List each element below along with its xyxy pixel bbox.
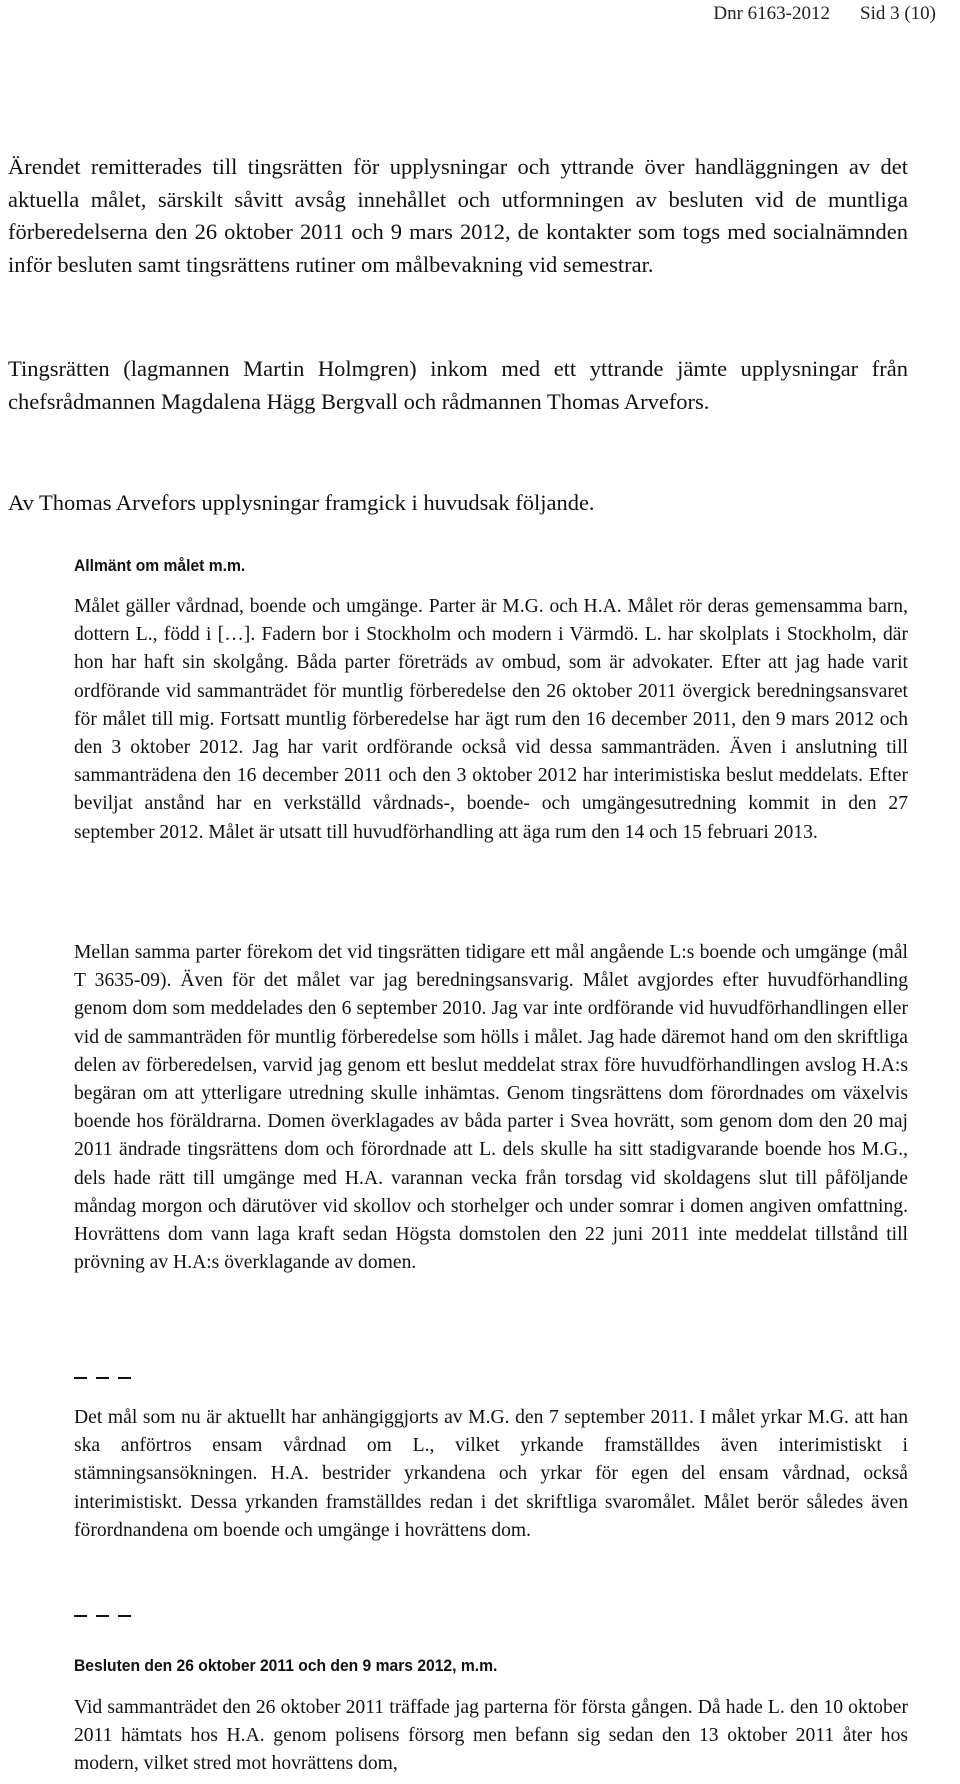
intro-paragraph-1: Ärendet remitterades till tingsrätten för upplysningar och yttrande över handläggningen av det aktuella målet, särskilt såvitt avsåg innehållet och utformningen av besluten vid de muntliga förberedelserna den 26 oktober 2011 och 9 mars 2012, de kontakter som togs med socialnämnden inför besluten samt tingsrättens rutiner om målbevakning vid semestrar. <box>8 154 908 277</box>
section1-paragraph-3: Det mål som nu är aktuellt har anhängiggjorts av M.G. den 7 september 2011. I målet yrkar M.G. att han ska anförtros ensam vårdnad om L., vilket yrkande framställdes även interimistiskt i stämningsansökningen. H.A. bestrider yrkandena och yrkar för egen del ensam vårdnad, också interimistiskt. Dessa yrkanden framställdes redan i det skriftliga svaromålet. Målet berör således även förordnandena om boende och umgänge i hovrättens dom. <box>74 1407 908 1541</box>
section-separator <box>74 1377 131 1379</box>
section-heading-decisions: Besluten den 26 oktober 2011 och den 9 mars 2012, m.m. <box>74 1656 498 1675</box>
section-heading-general: Allmänt om målet m.m. <box>74 556 246 575</box>
section2-paragraph-1: Vid sammanträdet den 26 oktober 2011 träffade jag parterna för första gången. Då hade L. den 10 oktober 2011 hämtats hos H.A. genom polisens försorg men befann sig sedan den 13 oktober 2011 åter hos modern, vilket stred mot hovrättens dom, <box>74 1697 908 1775</box>
section1-paragraph-1: Målet gäller vårdnad, boende och umgänge. Parter är M.G. och H.A. Målet rör deras gemensamma barn, dottern L., född i […]. Fadern bor i Stockholm och modern i Värmdö. L. har skolplats i Stockholm, där hon har haft sin skolgång. Båda parter företräds av ombud, som är advokater. Efter att jag hade varit ordförande vid sammanträdet för muntlig förberedelse den 26 oktober 2011 övergick beredningsansvaret för målet till mig. Fortsatt muntlig förberedelse har ägt rum den 16 december 2011, den 9 mars 2012 och den 3 oktober 2012. Jag har varit ordförande också vid dessa sammanträden. Även i anslutning till sammanträdena den 16 december 2011 och den 3 oktober 2012 har interimistiska beslut meddelats. Efter beviljat anstånd har en verkställd vårdnads-, boende- och umgängesutredning kommit in den 27 september 2012. Målet är utsatt till huvudförhandling att äga rum den 14 och 15 februari 2013. <box>74 596 908 843</box>
page-number: Sid 3 (10) <box>860 3 936 24</box>
intro-paragraph-3: Av Thomas Arvefors upplysningar framgick i huvudsak följande. <box>8 490 595 515</box>
section-separator <box>74 1615 131 1617</box>
intro-paragraph-2: Tingsrätten (lagmannen Martin Holmgren) inkom med ett yttrande jämte upplysningar från chefsrådmannen Magdalena Hägg Bergvall och rådmannen Thomas Arvefors. <box>8 356 908 414</box>
case-number: Dnr 6163-2012 <box>713 3 830 24</box>
page-header <box>713 0 936 28</box>
section1-paragraph-2: Mellan samma parter förekom det vid tingsrätten tidigare ett mål angående L:s boende och umgänge (mål T 3635-09). Även för det målet var jag beredningsansvarig. Målet avgjordes efter huvudförhandling genom dom som meddelades den 6 september 2010. Jag var inte ordförande vid huvudförhandlingen eller vid de sammanträden för muntlig förberedelse som hölls i målet. Jag hade däremot hand om den skriftliga delen av förberedelsen, varvid jag genom ett beslut meddelat strax före huvudförhandlingen avslog H.A:s begäran om att ytterligare utredning skulle inhämtas. Genom tingsrättens dom förordnades om växelvis boende hos föräldrarna. Domen överklagades av båda parter i Svea hovrätt, som genom dom den 20 maj 2011 ändrade tingsrättens dom och förordnade att L. dels skulle ha sitt stadigvarande boende hos M.G., dels hade rätt till umgänge med H.A. varannan vecka från torsdag vid skoldagens slut till påföljande måndag morgon och därutöver vid skollov och storhelger och under somrar i domen angiven omfattning. Hovrättens dom vann laga kraft sedan Högsta domstolen den 22 juni 2011 inte meddelat tillstånd till prövning av H.A:s överklagande av domen. <box>74 942 908 1274</box>
